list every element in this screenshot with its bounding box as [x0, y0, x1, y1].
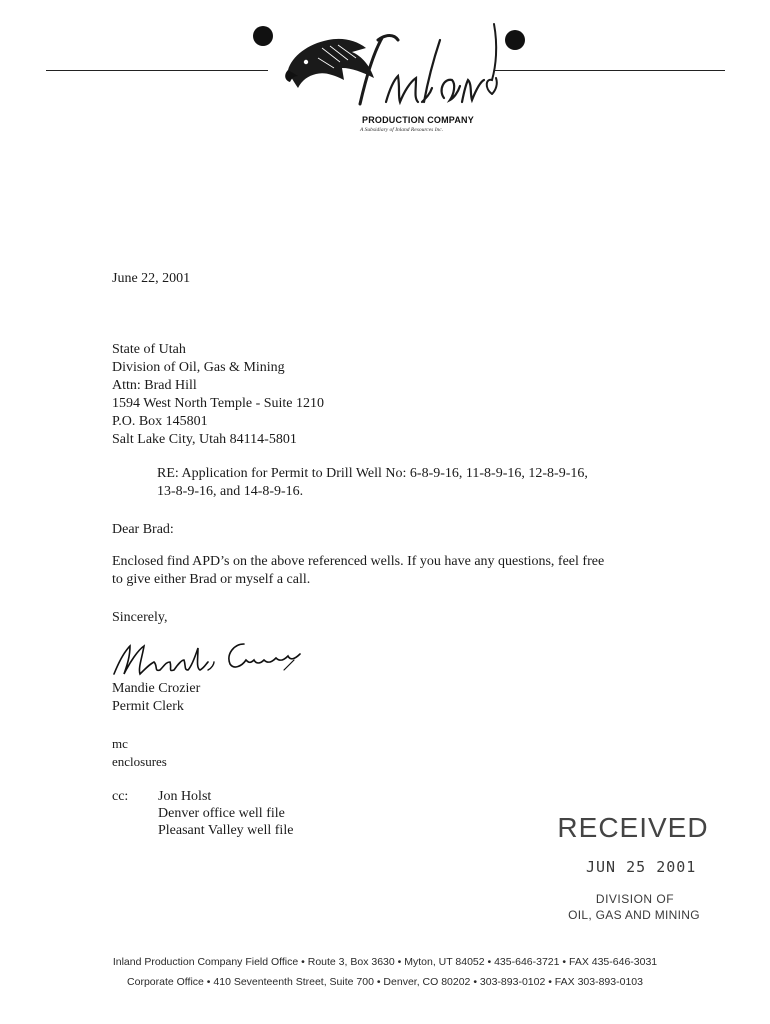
body-line: to give either Brad or myself a call. — [112, 572, 311, 587]
cc-label: cc: — [112, 789, 129, 804]
cc-item: Denver office well file — [158, 806, 285, 821]
received-stamp-title: RECEIVED — [557, 812, 709, 843]
address-line: Division of Oil, Gas & Mining — [112, 360, 285, 375]
closing: Sincerely, — [112, 610, 168, 625]
letterhead-dot-right — [505, 30, 525, 50]
address-line: P.O. Box 145801 — [112, 414, 208, 429]
signer-block — [112, 680, 200, 716]
body-paragraph — [112, 553, 604, 589]
letterhead-rule-left — [46, 70, 268, 71]
cc-item: Pleasant Valley well file — [158, 823, 294, 838]
address-line: Salt Lake City, Utah 84114-5801 — [112, 432, 297, 447]
typist-initials: mc — [112, 736, 128, 751]
re-subject — [157, 465, 588, 501]
received-stamp-date: JUN 25 2001 — [586, 858, 697, 876]
company-name: PRODUCTION COMPANY — [362, 115, 474, 125]
handwritten-signature — [108, 630, 308, 682]
address-line: Attn: Brad Hill — [112, 378, 197, 393]
address-line: State of Utah — [112, 342, 186, 357]
subsidiary-note: A Subsidiary of Inland Resources Inc. — [360, 127, 444, 133]
footer-corporate-office: Corporate Office • 410 Seventeenth Street, Suite 700 • Denver, CO 80202 • 303-893-0102 • FAX 303-893-0103 — [127, 976, 643, 988]
letterhead-rule-right — [495, 70, 725, 71]
signer-title: Permit Clerk — [112, 699, 184, 714]
received-stamp-agency: OIL, GAS AND MINING — [568, 908, 700, 922]
cc-item: Jon Holst — [158, 789, 212, 804]
body-line: Enclosed find APD’s on the above referenced wells. If you have any questions, feel free — [112, 554, 605, 569]
received-stamp-division: DIVISION OF — [595, 892, 675, 906]
re-line: RE: Application for Permit to Drill Well No: 6-8-9-16, 11-8-9-16, 12-8-9-16, — [157, 466, 588, 481]
address-line: 1594 West North Temple - Suite 1210 — [112, 396, 325, 411]
reference-initials — [112, 735, 167, 771]
letterhead-dot-left — [253, 26, 273, 46]
footer-field-office: Inland Production Company Field Office • Route 3, Box 3630 • Myton, UT 84052 • 435-646-3721 • FAX 435-646-3031 — [112, 956, 658, 968]
letter-date: June 22, 2001 — [112, 271, 191, 286]
recipient-address — [112, 341, 324, 449]
signer-name: Mandie Crozier — [112, 681, 201, 696]
re-line: 13-8-9-16, and 14-8-9-16. — [157, 484, 304, 499]
salutation: Dear Brad: — [112, 522, 174, 537]
cc-list — [158, 788, 293, 839]
enclosures-note: enclosures — [112, 754, 167, 769]
inland-eagle-logo — [282, 18, 502, 118]
